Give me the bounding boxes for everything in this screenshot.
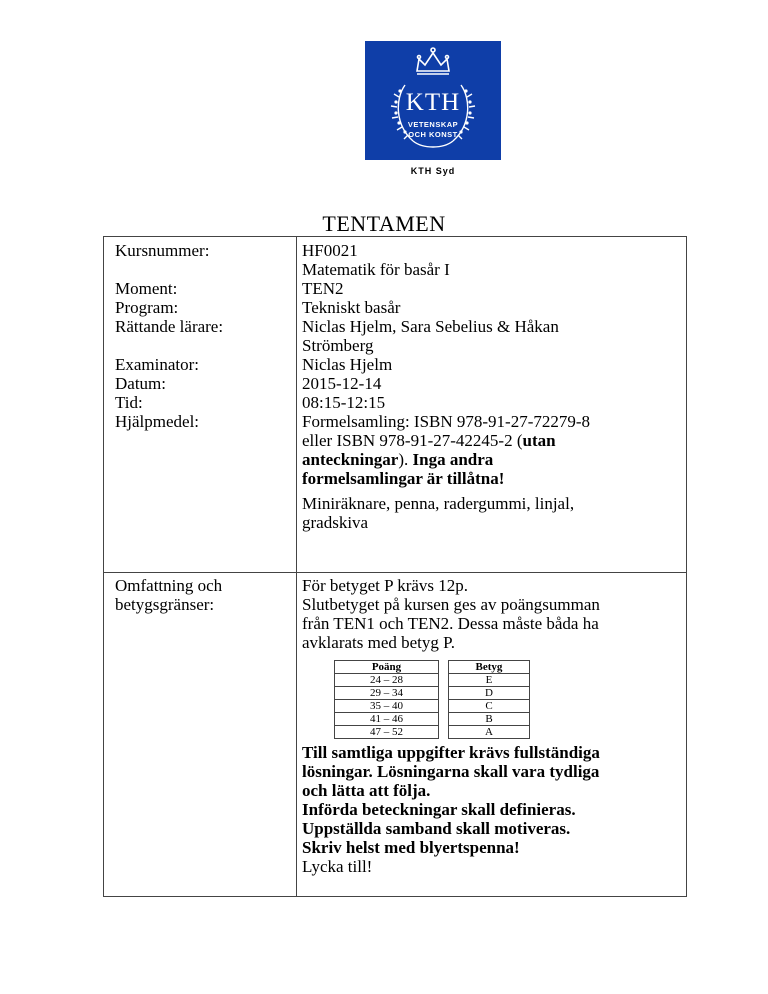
course-name-value: Matematik för basår I xyxy=(302,260,450,279)
omfattning-line-2: Slutbetyget på kursen ges av poängsumman xyxy=(302,595,600,614)
examinator-value: Niclas Hjelm xyxy=(302,355,393,374)
omfattning-line-4: avklarats med betyg P. xyxy=(302,633,455,652)
kth-logo xyxy=(365,41,501,160)
points-cell: 35 – 40 xyxy=(335,700,439,713)
table-row xyxy=(335,713,530,726)
row-divider xyxy=(104,572,686,573)
program-label: Program: xyxy=(115,298,179,317)
teachers-value-line2: Strömberg xyxy=(302,336,374,355)
logo-wordmark: KTH xyxy=(405,89,461,116)
campus-name: KTH Syd xyxy=(410,166,456,176)
formula-line-1: Formelsamling: ISBN 978-91-27-72279-8 xyxy=(302,412,591,431)
moment-value: TEN2 xyxy=(302,279,344,298)
omfattning-label-line1: Omfattning och xyxy=(115,576,223,595)
points-cell: 29 – 34 xyxy=(335,687,439,700)
page-title: TENTAMEN xyxy=(322,211,446,236)
instruction-line-5: Uppställda samband skall motiveras. xyxy=(302,819,571,838)
exam-info-table xyxy=(103,236,687,897)
instruction-line-4: Införda beteckningar skall definieras. xyxy=(302,800,576,819)
grade-cell: D xyxy=(449,687,530,700)
grade-table-header xyxy=(335,661,530,674)
grade-cell: A xyxy=(449,726,530,739)
table-row xyxy=(335,726,530,739)
kursnummer-label: Kursnummer: xyxy=(115,241,210,260)
points-header: Poäng xyxy=(335,661,439,674)
omfattning-line-1: För betyget P krävs 12p. xyxy=(302,576,469,595)
points-cell: 41 – 46 xyxy=(335,713,439,726)
grade-table xyxy=(334,660,530,739)
grade-cell: E xyxy=(449,674,530,687)
datum-value: 2015-12-14 xyxy=(302,374,382,393)
hjalpmedel-label: Hjälpmedel: xyxy=(115,412,200,431)
program-value: Tekniskt basår xyxy=(302,298,401,317)
kursnummer-value: HF0021 xyxy=(302,241,358,260)
grade-cell: C xyxy=(449,700,530,713)
tools-line-2: gradskiva xyxy=(302,513,369,532)
grade-header: Betyg xyxy=(449,661,530,674)
closing-text: Lycka till! xyxy=(302,857,373,876)
points-cell: 47 – 52 xyxy=(335,726,439,739)
formula-line-2: eller ISBN 978-91-27-42245-2 (utan xyxy=(302,431,556,450)
omfattning-label-line2: betygsgränser: xyxy=(115,595,215,614)
tid-value: 08:15-12:15 xyxy=(302,393,386,412)
points-cell: 24 – 28 xyxy=(335,674,439,687)
table-row xyxy=(335,700,530,713)
examinator-label: Examinator: xyxy=(115,355,200,374)
teachers-label: Rättande lärare: xyxy=(115,317,224,336)
tools-line-1: Miniräknare, penna, radergummi, linjal, xyxy=(302,494,575,513)
tid-label: Tid: xyxy=(115,393,143,412)
column-divider xyxy=(296,237,297,896)
instruction-line-1: Till samtliga uppgifter krävs fullständiga xyxy=(302,743,600,762)
instruction-line-2: lösningar. Lösningarna skall vara tydliga xyxy=(302,762,600,781)
logo-subtitle-2: OCH KONST xyxy=(408,130,458,139)
instruction-line-3: och lätta att följa. xyxy=(302,781,431,800)
datum-label: Datum: xyxy=(115,374,166,393)
table-row xyxy=(335,674,530,687)
logo-subtitle-1: VETENSKAP xyxy=(407,120,459,129)
formula-line-3: anteckningar). Inga andra xyxy=(302,450,494,469)
grade-cell: B xyxy=(449,713,530,726)
teachers-value-line1: Niclas Hjelm, Sara Sebelius & Håkan xyxy=(302,317,559,336)
formula-line-4: formelsamlingar är tillåtna! xyxy=(302,469,505,488)
omfattning-line-3: från TEN1 och TEN2. Dessa måste båda ha xyxy=(302,614,599,633)
instruction-line-6: Skriv helst med blyertspenna! xyxy=(302,838,520,857)
table-row xyxy=(335,687,530,700)
moment-label: Moment: xyxy=(115,279,178,298)
